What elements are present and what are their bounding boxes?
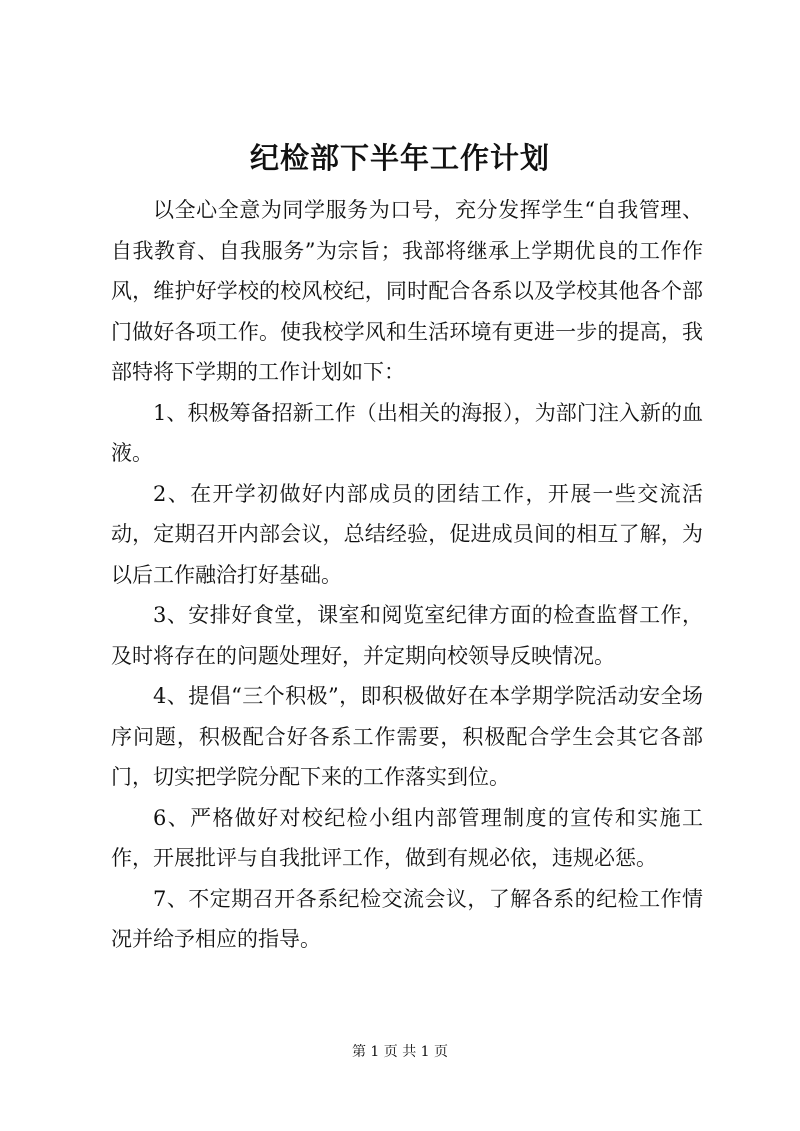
page-number-footer: 第 1 页 共 1 页 bbox=[351, 1044, 449, 1060]
paragraph-item-2: 2、在开学初做好内部成员的团结工作，开展一些交流活动，定期召开内部会议，总结经验，促进成员间的相互了解，为以后工作融洽打好基础。 bbox=[111, 481, 703, 587]
paragraph-item-6: 6、严格做好对校纪检小组内部管理制度的宣传和实施工作，开展批评与自我批评工作，做到有规必依，违规必惩。 bbox=[111, 805, 703, 870]
paragraph-item-7: 7、不定期召开各系纪检交流会议，了解各系的纪检工作情况并给予相应的指导。 bbox=[111, 886, 703, 951]
paragraph-item-1: 1、积极筹备招新工作（出相关的海报），为部门注入新的血液。 bbox=[111, 400, 703, 465]
document-title: 纪检部下半年工作计划 bbox=[249, 141, 550, 175]
paragraph-item-3: 3、安排好食堂，课室和阅览室纪律方面的检查监督工作，及时将存在的问题处理好，并定期向校领导反映情况。 bbox=[111, 603, 703, 668]
paragraph-intro: 以全心全意为同学服务为口号，充分发挥学生“自我管理、自我教育、自我服务”为宗旨；我部将继承上学期优良的工作作风，维护好学校的校风校纪，同时配合各系以及学校其他各个部门做好各项工作。使我校学风和生活环境有更进一步的提高，我部特将下学期的工作计划如下： bbox=[111, 198, 703, 384]
document-body bbox=[111, 190, 703, 960]
paragraph-item-4: 4、提倡“三个积极”，即积极做好在本学期学院活动安全场序问题，积极配合好各系工作需要，积极配合学生会其它各部门，切实把学院分配下来的工作落实到位。 bbox=[111, 684, 703, 789]
